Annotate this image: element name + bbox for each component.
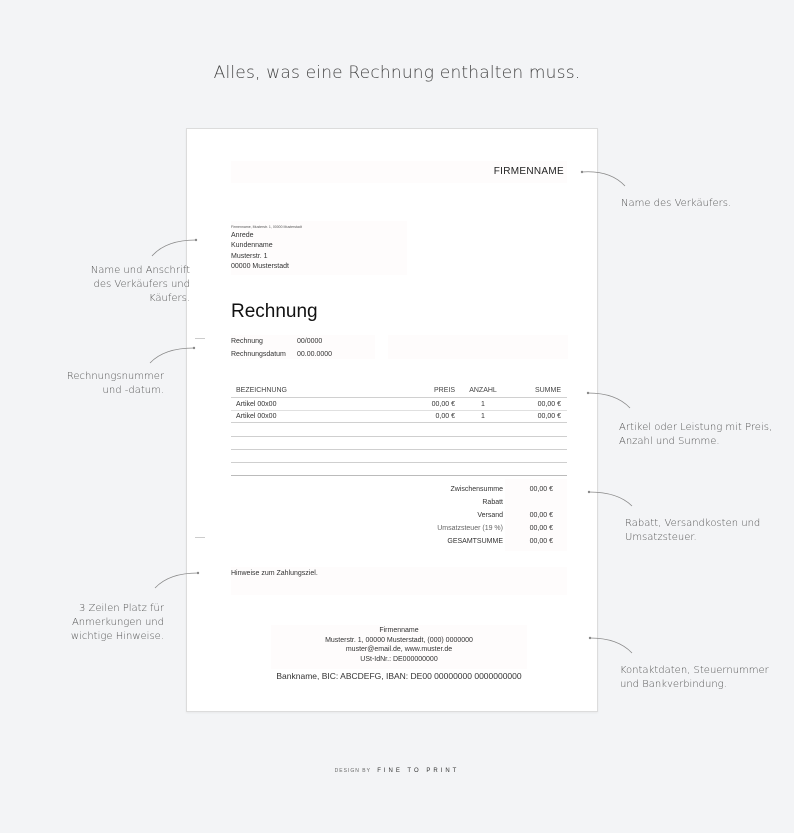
total-label: Zwischensumme xyxy=(450,486,503,493)
annotation-items xyxy=(619,421,772,449)
annotation-line: 3 Zeilen Platz für xyxy=(78,603,164,614)
annotation-line: Kontaktdaten, Steuernummer xyxy=(620,665,769,676)
recipient-line: Musterstr. 1 xyxy=(231,252,268,260)
annotation-line: Rechnungsnummer xyxy=(66,371,164,382)
recipient-line: 00000 Musterstadt xyxy=(231,262,289,270)
arrow-items xyxy=(588,393,630,408)
cell: 1 xyxy=(481,413,485,420)
annotation-line: Name und Anschrift xyxy=(90,265,190,276)
invoice-number: 00/0000 xyxy=(297,338,323,345)
headline: Alles, was eine Rechnung enthalten muss. xyxy=(213,63,581,83)
footer-line: Firmenname xyxy=(379,627,419,634)
design-credit xyxy=(0,768,794,774)
col-header: BEZEICHNUNG xyxy=(236,387,287,394)
total-label: Versand xyxy=(477,512,503,519)
total-label: Umsatzsteuer (19 %) xyxy=(437,525,503,532)
annotation-line: Rabatt, Versandkosten und xyxy=(625,518,761,529)
annotation-line: wichtige Hinweise. xyxy=(70,631,164,642)
grand-total-value: 00,00 € xyxy=(529,538,553,545)
cell: 1 xyxy=(481,400,485,408)
cell: 00,00 € xyxy=(537,413,561,420)
annotation-line: und -datum. xyxy=(102,385,164,396)
annotation-line: und Bankverbindung. xyxy=(620,679,727,690)
footer-line: muster@email.de, www.muster.de xyxy=(345,646,453,653)
total-value: 00,00 € xyxy=(529,525,553,532)
footer-line: USt-IdNr.: DE000000000 xyxy=(360,655,438,663)
total-label: Rabatt xyxy=(482,499,503,506)
arrow-seller xyxy=(582,172,625,186)
meta-label: Rechnungsdatum xyxy=(231,351,286,358)
annotation-number xyxy=(67,370,164,398)
annotation-line: des Verkäufers und xyxy=(93,279,190,290)
annotation-line: Anmerkungen und xyxy=(71,617,164,628)
cell: 0,00 € xyxy=(435,413,455,420)
bank-details: Bankname, BIC: ABCDEFG, IBAN: DE00 00000000 0000000000 xyxy=(276,671,522,681)
cell: 00,00 € xyxy=(537,400,561,408)
annotation-line: Anzahl und Summe. xyxy=(619,436,720,447)
cell: Artikel 00x00 xyxy=(236,400,277,408)
total-value: 00,00 € xyxy=(529,486,553,493)
arrow-number xyxy=(150,348,194,363)
annotation-totals xyxy=(625,517,760,545)
annotation-seller: Name des Verkäufers. xyxy=(621,198,732,209)
col-header: ANZAHL xyxy=(469,387,497,394)
arrow-contact xyxy=(590,638,632,653)
grand-total-label: GESAMTSUMME xyxy=(447,538,503,545)
arrow-totals xyxy=(589,492,632,506)
cell: Artikel 00x00 xyxy=(236,413,277,420)
meta-label: Rechnung xyxy=(231,338,263,345)
company-name: FIRMENNAME xyxy=(493,166,564,177)
annotation-notes xyxy=(71,602,164,644)
sender-line: Firmenname, Musterstr. 1, 00000 Musterstadt xyxy=(231,225,302,229)
footer-line: Musterstr. 1, 00000 Musterstadt, (000) 0000000 xyxy=(325,636,473,644)
recipient-line: Anrede xyxy=(231,232,254,239)
payment-notes: Hinweise zum Zahlungsziel. xyxy=(231,570,318,577)
annotation-line: Artikel oder Leistung mit Preis, xyxy=(619,422,773,433)
col-header: SUMME xyxy=(534,387,561,394)
annotation-address xyxy=(91,264,190,306)
col-header: PREIS xyxy=(433,387,455,394)
arrow-notes xyxy=(155,573,198,588)
cell: 00,00 € xyxy=(431,400,455,408)
credit-prefix: DESIGN BY xyxy=(334,768,371,774)
annotation-line: Umsatzsteuer. xyxy=(625,532,697,543)
annotation-contact xyxy=(620,664,769,692)
arrow-address xyxy=(152,240,196,256)
annotation-line: Käufers. xyxy=(148,293,190,304)
total-value: 00,00 € xyxy=(529,512,553,519)
invoice-date: 00.00.0000 xyxy=(297,351,333,358)
invoice-title: Rechnung xyxy=(231,301,318,322)
credit-brand: FINE TO PRINT xyxy=(377,768,460,774)
recipient-line: Kundenname xyxy=(231,242,273,250)
